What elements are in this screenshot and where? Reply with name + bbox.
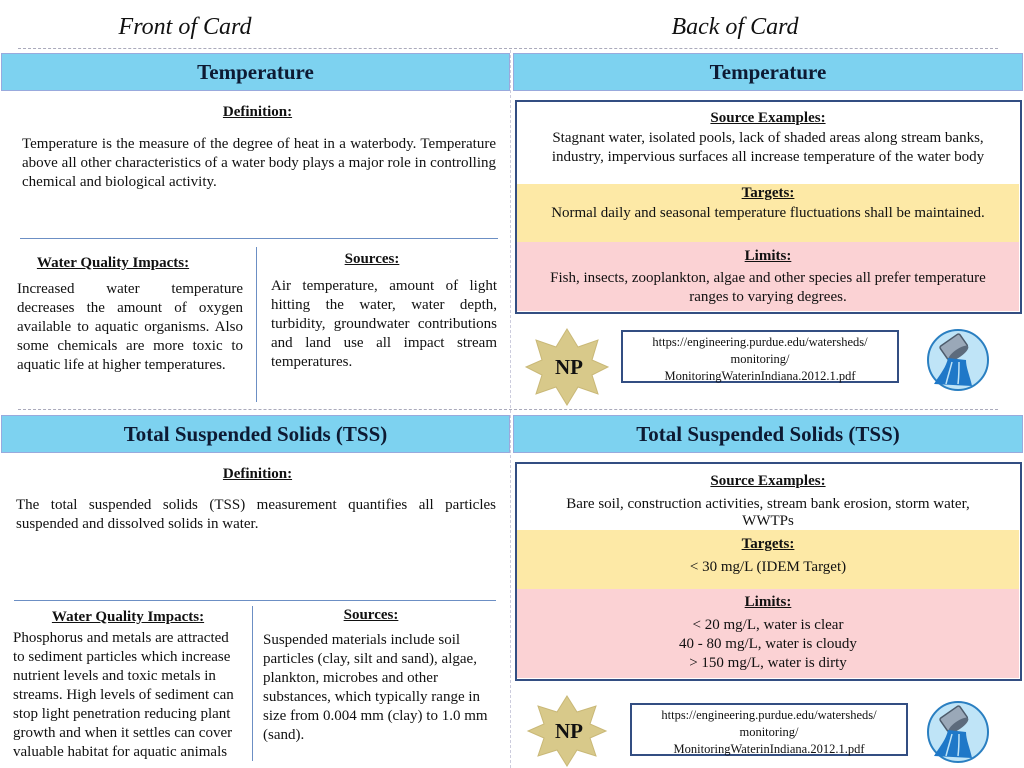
card2-sources-text <box>263 631 508 745</box>
card1-url-line-3: MonitoringWaterinIndiana.2012.1.pdf <box>664 369 856 383</box>
card2-sources-line-3: plankton, microbes and other <box>263 670 438 686</box>
card2-sources-line-5: size from 0.004 mm (clay) to 1.0 mm <box>263 708 488 724</box>
card2-targets-label: Targets: <box>741 536 795 552</box>
card1-limits-line-1: Fish, insects, zooplankton, algae and other species all prefer temperature <box>550 270 986 286</box>
card2-horizontal-rule <box>14 600 496 601</box>
card1-back-info-box <box>515 100 1022 314</box>
card1-targets-label: Targets: <box>741 185 795 201</box>
card2-front-title-band <box>1 415 510 453</box>
card2-np-badge <box>525 694 609 768</box>
card1-front-title: Temperature <box>197 60 314 84</box>
card1-sources-label: Sources: <box>344 251 400 267</box>
card1-back-title: Temperature <box>709 60 827 84</box>
card2-impacts-line-7: valuable habitat for aquatic animals <box>13 744 228 760</box>
middle-dashed-divider <box>18 409 998 410</box>
card1-back-title-band <box>513 53 1023 91</box>
card1-definition-text: Temperature is the measure of the degree of heat in a waterbody. Temperature above all other characteristics of a water body plays a major role in controlling chemical and biological activity. <box>22 136 496 190</box>
card2-sources-label: Sources: <box>343 607 399 623</box>
water-pipe-outflow-icon <box>926 700 990 764</box>
card1-front-title-band <box>1 53 510 91</box>
card1-np-badge <box>525 327 609 407</box>
card1-sources-text: Air temperature, amount of light hitting the water, water depth, turbidity, groundwater contributions and land use all impact stream temperatures. <box>271 278 497 370</box>
card1-targets-text: Normal daily and seasonal temperature fluctuations shall be maintained. <box>551 205 985 221</box>
card2-reference-url[interactable] <box>630 703 908 756</box>
card2-source-examples-zone <box>517 464 1019 530</box>
card2-source-examples-line-2: WWTPs <box>742 513 794 529</box>
card1-impacts-text: Increased water temperature decreases the amount of oxygen available to aquatic organisms. Also some chemicals are more toxic to aquatic life at higher temperatures. <box>17 281 243 373</box>
card2-definition-label: Definition: <box>222 466 293 482</box>
card1-source-examples-zone <box>517 102 1019 184</box>
card2-limits-line-2: 40 - 80 mg/L, water is cloudy <box>679 636 857 652</box>
card1-limits-line-2: ranges to varying degrees. <box>689 289 847 305</box>
card2-impacts-text <box>13 629 253 762</box>
center-dashed-divider <box>510 50 511 768</box>
card2-impacts-line-2: to sediment particles which increase <box>13 649 231 665</box>
card2-front-title: Total Suspended Solids (TSS) <box>123 422 388 446</box>
card2-impacts-line-3: nutrient levels and toxic metals in <box>13 668 216 684</box>
card1-horizontal-rule <box>20 238 498 239</box>
card2-limits-label: Limits: <box>744 594 792 610</box>
card2-np-label: NP <box>555 719 583 743</box>
top-dashed-divider <box>18 48 998 49</box>
card2-back-title-band <box>513 415 1023 453</box>
card1-definition-label: Definition: <box>222 104 293 120</box>
card2-impacts-label: Water Quality Impacts: <box>51 609 205 625</box>
card2-sources-line-6: (sand). <box>263 727 305 743</box>
card1-source-examples-label: Source Examples: <box>710 110 826 126</box>
card1-impacts-label: Water Quality Impacts: <box>36 255 190 271</box>
card2-impacts-line-5: stop light penetration reducing plant <box>13 706 231 722</box>
card1-targets-zone <box>517 184 1019 242</box>
card1-reference-url[interactable] <box>621 330 899 383</box>
card2-targets-text: < 30 mg/L (IDEM Target) <box>689 559 847 575</box>
water-pipe-outflow-icon <box>926 328 990 392</box>
front-of-card-heading: Front of Card <box>118 14 252 40</box>
card2-limits-line-1: < 20 mg/L, water is clear <box>692 617 844 633</box>
back-of-card-heading: Back of Card <box>671 14 799 40</box>
card1-np-label: NP <box>555 355 583 379</box>
card2-source-examples-line-1: Bare soil, construction activities, stream bank erosion, storm water, <box>566 496 970 512</box>
card1-url-line-2: monitoring/ <box>730 352 790 366</box>
card2-back-info-box <box>515 462 1022 681</box>
card1-vertical-rule <box>256 247 257 402</box>
card2-impacts-line-4: streams. High levels of sediment can <box>13 687 234 703</box>
card2-url-line-1: https://engineering.purdue.edu/watersheds/ <box>661 708 877 722</box>
card2-targets-zone <box>517 530 1019 589</box>
card1-url-line-1: https://engineering.purdue.edu/watersheds/ <box>652 335 868 349</box>
card2-impacts-line-6: growth and when it settles can cover <box>13 725 233 741</box>
card2-sources-line-4: substances, which typically range in <box>263 689 481 705</box>
card2-impacts-line-1: Phosphorus and metals are attracted <box>13 630 229 646</box>
card1-limits-label: Limits: <box>744 248 792 264</box>
card2-source-examples-label: Source Examples: <box>710 473 826 489</box>
card2-limits-line-3: > 150 mg/L, water is dirty <box>689 655 847 671</box>
card1-source-examples-text: Stagnant water, isolated pools, lack of shaded areas along stream banks, industry, impervious surfaces all increase temperature of the water body <box>551 130 985 165</box>
card2-limits-zone <box>517 589 1019 678</box>
card2-url-line-3: MonitoringWaterinIndiana.2012.1.pdf <box>673 742 865 756</box>
card2-sources-line-1: Suspended materials include soil <box>263 632 461 648</box>
card2-url-line-2: monitoring/ <box>739 725 799 739</box>
card1-limits-zone <box>517 242 1019 311</box>
card2-back-title: Total Suspended Solids (TSS) <box>636 422 900 446</box>
card2-sources-line-2: particles (clay, silt and sand), algae, <box>263 651 477 667</box>
card2-definition-text: The total suspended solids (TSS) measurement quantifies all particles suspended and dissolved solids in water. <box>16 497 496 532</box>
